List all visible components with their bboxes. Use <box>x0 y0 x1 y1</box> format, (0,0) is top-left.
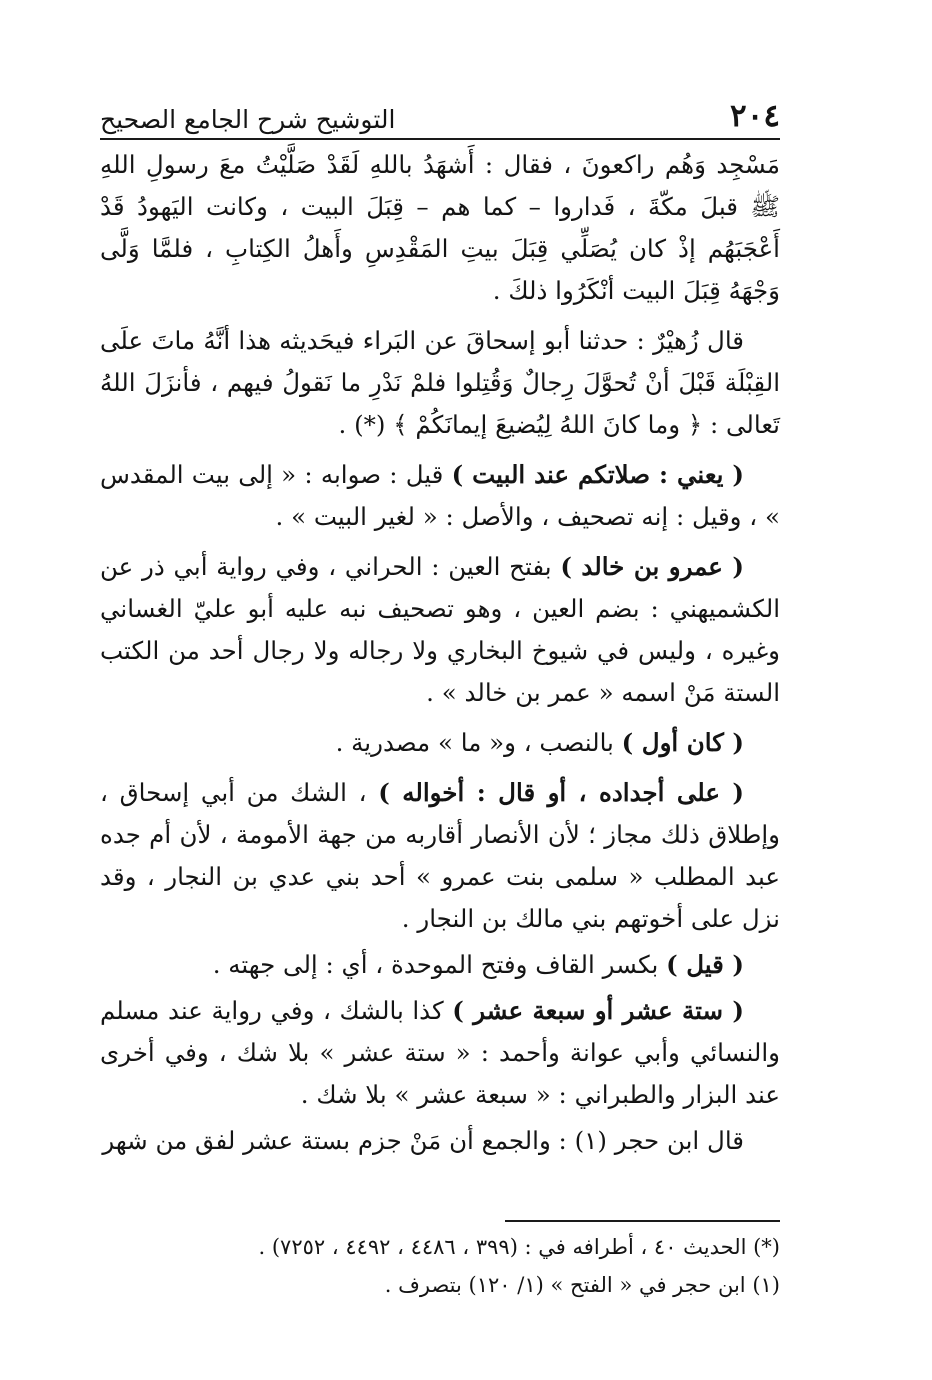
paragraph-commentary <box>100 546 780 714</box>
paragraph-lead: ( قيل ) <box>666 950 744 979</box>
book-page <box>100 88 780 1328</box>
footnote-source-citation: (١) ابن حجر في « الفتح » (١/ ١٢٠) بتصرف . <box>384 1273 780 1297</box>
paragraph-commentary <box>100 772 780 940</box>
page-header <box>100 88 780 140</box>
paragraph-lead: ( يعني : صلاتكم عند البيت ) <box>451 460 744 489</box>
paragraph-commentary <box>100 1120 780 1162</box>
paragraph-lead: ( كان أول ) <box>621 728 744 757</box>
paragraph-text: مَسْجِد وَهُم راكعونَ ، فقال : أَشهَدُ باللهِ لَقَدْ صَلَّيْتُ معَ رسولِ اللهِ ﷺ قبلَ مكّةَ ، فَداروا – كما هم – قِبَلَ البيت ، وكانت اليَهودُ قَدْ أَعْجَبَهُم إذْ كان يُصَلِّي قِبَلَ بيتِ المَقْدِسِ وأَهلُ الكِتابِ ، فلمَّا وَلَّى وَجْهَهُ قِبَلَ البيت أنْكَرُوا ذلكَ . <box>100 150 780 305</box>
book-title: التوشيح شرح الجامع الصحيح <box>100 105 396 134</box>
paragraph-text: ، الشك من أبي إسحاق ، وإطلاق ذلك مجاز ؛ لأن الأنصار أقاربه من جهة الأمومة ، لأن أم جده عبد المطلب « سلمى بنت عمرو » أحد بني عدي بن النجار ، وقد نزل على أخوتهم بني مالك بن النجار . <box>100 778 780 933</box>
paragraph-commentary <box>100 722 780 764</box>
paragraph-text: قيل : صوابه : « إلى بيت المقدس » ، وقيل : إنه تصحيف ، والأصل : « لغير البيت » . <box>100 460 780 531</box>
page-number: ٢٠٤ <box>730 98 780 134</box>
paragraph-hadith-part1 <box>100 144 780 312</box>
paragraph-lead: ( على أجداده ، أو قال : أخواله ) <box>378 778 744 807</box>
paragraph-lead: ( ستة عشر أو سبعة عشر ) <box>452 996 744 1025</box>
paragraph-commentary <box>100 454 780 538</box>
paragraph-commentary <box>100 990 780 1116</box>
paragraph-text: بكسر القاف وفتح الموحدة ، أي : إلى جهته . <box>212 950 667 979</box>
paragraph-lead: ( عمرو بن خالد ) <box>560 552 744 581</box>
paragraph-text: بالنصب ، و« ما » مصدرية . <box>335 728 622 757</box>
paragraph-text: قال زُهيْرٌ : حدثنا أبو إسحاقَ عن البَراء فيحَديثه هذا أنَّهُ ماتَ علَى القِبْلَة قَبْلَ أنْ تُحوَّلَ رِجالٌ وَقُتِلوا فلمْ نَدْرِ ما نَقولُ فيهم ، فأنزَلَ اللهُ تَعالى : ﴿ وما كانَ اللهُ لِيُضيعَ إيمانَكُمْ ﴾ (*) . <box>100 326 780 439</box>
footnote-separator <box>505 1220 780 1222</box>
paragraph-text: كذا بالشك ، وفي رواية عند مسلم والنسائي وأبي عوانة وأحمد : « ستة عشر » بلا شك ، وفي أخرى عند البزار والطبراني : « سبعة عشر » بلا شك . <box>100 996 780 1109</box>
paragraph-text: قال ابن حجر (١) : والجمع أن مَنْ جزم بستة عشر لفق من شهر <box>102 1126 744 1155</box>
footnotes <box>100 1220 780 1304</box>
footnote-hadith-reference: (*) الحديث ٤٠ ، أطرافه في : (٣٩٩ ، ٤٤٨٦ ، ٤٤٩٢ ، ٧٢٥٢) . <box>258 1235 780 1259</box>
paragraph-commentary <box>100 944 780 986</box>
body-text <box>100 144 780 1162</box>
paragraph-hadith-part2 <box>100 320 780 446</box>
paragraph-text: بفتح العين : الحراني ، وفي رواية أبي ذر عن الكشميهني : بضم العين ، وهو تصحيف نبه عليه أبو عليّ الغساني وغيره ، وليس في شيوخ البخاري ولا رجاله ولا رجال أحد من الكتب الستة مَنْ اسمه « عمر بن خالد » . <box>100 552 780 707</box>
